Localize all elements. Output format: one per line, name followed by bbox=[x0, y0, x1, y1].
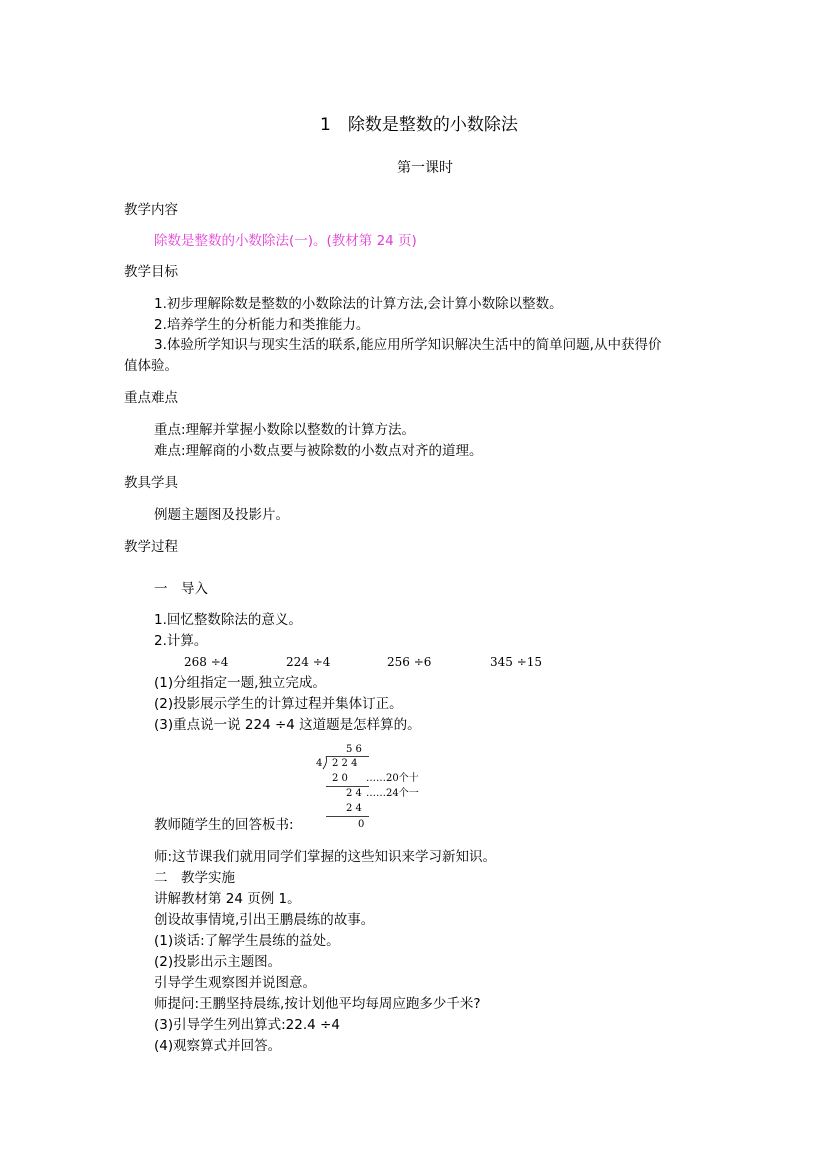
calc-item-4: 345 ÷15 bbox=[490, 655, 543, 669]
section-heading-tools: 教具学具 bbox=[124, 475, 178, 491]
goal-item-3-continued: 值体验。 bbox=[124, 358, 178, 374]
implementation-line-3: (1)谈话:了解学生晨练的益处。 bbox=[154, 933, 340, 949]
implementation-line-1: 讲解教材第 24 页例 1。 bbox=[154, 891, 301, 907]
divisor: 4 bbox=[316, 758, 323, 769]
goal-item-2: 2.培养学生的分析能力和类推能力。 bbox=[154, 317, 370, 333]
division-note-1: ……20个十 bbox=[366, 773, 419, 784]
intro-line-1: 1.回忆整数除法的意义。 bbox=[154, 612, 302, 628]
section-heading-goals: 教学目标 bbox=[124, 264, 178, 280]
calc-item-1: 268 ÷4 bbox=[184, 655, 229, 669]
goal-item-1: 1.初步理解除数是整数的小数除法的计算方法,会计算小数除以整数。 bbox=[154, 296, 563, 312]
section-heading-content: 教学内容 bbox=[124, 202, 178, 218]
division-remainder: 0 bbox=[358, 819, 365, 830]
intro-line-3: (1)分组指定一题,独立完成。 bbox=[154, 675, 326, 691]
implementation-line-5: 引导学生观察图并说图意。 bbox=[154, 975, 316, 991]
implementation-line-7: (3)引导学生列出算式:22.4 ÷4 bbox=[154, 1017, 340, 1033]
difficult-point-text: 难点:理解商的小数点要与被除数的小数点对齐的道理。 bbox=[154, 443, 483, 459]
page-title: 1 除数是整数的小数除法 bbox=[320, 115, 518, 135]
intro-line-6: 师:这节课我们就用同学们掌握的这些知识来学习新知识。 bbox=[154, 849, 497, 865]
section-heading-key-points: 重点难点 bbox=[124, 390, 178, 406]
intro-line-5: (3)重点说一说 224 ÷4 这道题是怎样算的。 bbox=[154, 717, 421, 733]
division-note-2: ……24个一 bbox=[366, 788, 419, 799]
tools-text: 例题主题图及投影片。 bbox=[154, 507, 289, 523]
intro-line-4: (2)投影展示学生的计算过程并集体订正。 bbox=[154, 696, 403, 712]
implementation-line-2: 创设故事情境,引出王鹏晨练的故事。 bbox=[154, 912, 375, 928]
intro-line-2: 2.计算。 bbox=[154, 633, 208, 649]
key-point-text: 重点:理解并掌握小数除以整数的计算方法。 bbox=[154, 422, 416, 438]
implementation-line-4: (2)投影出示主题图。 bbox=[154, 954, 282, 970]
implementation-line-8: (4)观察算式并回答。 bbox=[154, 1038, 282, 1054]
implementation-line-6: 师提问:王鹏坚持晨练,按计划他平均每周应跑多少千米? bbox=[154, 996, 481, 1012]
division-step-2: 2 4 bbox=[346, 788, 362, 799]
division-step-3: 2 4 bbox=[346, 803, 362, 814]
dividend: 2 2 4 bbox=[332, 758, 358, 769]
content-text: 除数是整数的小数除法(一)。(教材第 24 页) bbox=[154, 233, 417, 249]
part-heading-intro: 一 导入 bbox=[154, 581, 208, 597]
part-heading-implementation: 二 教学实施 bbox=[154, 870, 235, 886]
section-heading-process: 教学过程 bbox=[124, 539, 178, 555]
board-label: 教师随学生的回答板书: bbox=[154, 817, 294, 833]
goal-item-3: 3.体验所学知识与现实生活的联系,能应用所学知识解决生活中的简单问题,从中获得价 bbox=[154, 337, 662, 353]
calc-item-2: 224 ÷4 bbox=[286, 655, 331, 669]
quotient: 5 6 bbox=[346, 744, 362, 755]
page-subtitle: 第一课时 bbox=[397, 160, 453, 176]
long-division bbox=[314, 742, 444, 834]
division-step-1: 2 0 bbox=[332, 773, 348, 784]
calc-item-3: 256 ÷6 bbox=[387, 655, 432, 669]
